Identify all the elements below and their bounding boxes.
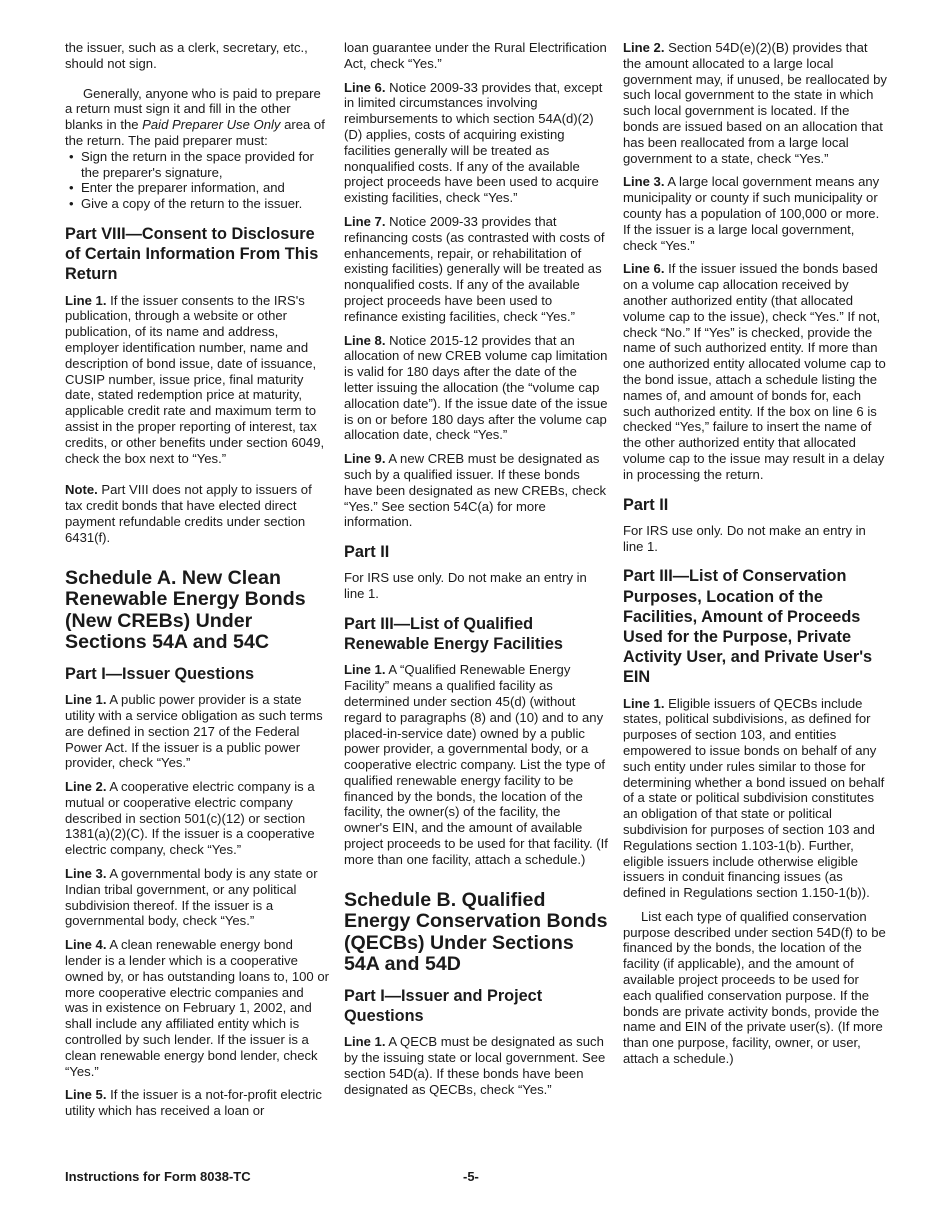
- schedule-a-part-iii-line-1: Line 1. A “Qualified Renewable Energy Facility” means a qualified facility as determined under section 45(d) (without regard to paragraphs (8) and (10) and to any placed-in-service date) owned by a public power provider, a governmental body, or a cooperative electric company. List the type of qualified renewable energy facility to be financed by the bonds, the location of the facility, the owner(s) of the facility, the owner's EIN, and the amount of available project proceeds to be used for that facility. (If more than one facility, attach a schedule.): [344, 662, 608, 867]
- schedule-b-part-iii-line-1: Line 1. Eligible issuers of QECBs include states, political subdivisions, as defined for purposes of section 103, and entities empowered to issue bonds on behalf of any such entity under rules similar to those for determining whether a bond issued on behalf of a state or political subdivision constitutes an obligation of that state or political subdivision for purposes of section 103 and Regulations section 1.103-1(b). Further, eligible issuers include otherwise eligible issuers in conduit financing issues (as defined in Regulations section 1.150-1(b)).: [623, 695, 885, 901]
- schedule-b-line: Line 3. A large local government means any municipality or county if such municipality or county has a population of 100,000 or more. If the issuer is a large local government, check “Yes.”: [623, 174, 880, 253]
- column-2: [344, 40, 608, 1106]
- preparer-paragraph: Generally, anyone who is paid to prepare a return must sign it and fill in the other blanks in the Paid Preparer Use Only area of the return. The paid preparer must:: [65, 85, 325, 148]
- continued-paragraph: the issuer, such as a clerk, secretary, etc., should not sign.: [65, 40, 308, 71]
- schedule-b-heading: Schedule B. Qualified Energy Conservation Bonds (QECBs) Under Sections 54A and 54D: [344, 888, 608, 976]
- footer-form-title: Instructions for Form 8038-TC: [65, 1169, 251, 1184]
- schedule-b-part-iii-heading: Part III—List of Conservation Purposes, Location of the Facilities, Amount of Proceeds Used for the Purpose, Private Activity User, and Private User's EIN: [623, 567, 873, 687]
- schedule-b-line-1: Line 1. A QECB must be designated as such by the issuing state or local government. See section 54D(a). If these bonds have been designated as QECBs, check “Yes.”: [344, 1034, 606, 1097]
- schedule-a-line: Line 5. If the issuer is a not-for-profit electric utility which has received a loan or: [65, 1087, 322, 1119]
- schedule-b-part-ii-text: For IRS use only. Do not make an entry in line 1.: [623, 522, 866, 554]
- schedule-a-line: Line 4. A clean renewable energy bond lender is a lender which is a cooperative owned by, or has outstanding loans to, 100 or more cooperative electric companies and was in existence on February 1, 2002, and shall include any affiliated entity which is controlled by such lender. If the issuer is a clean renewable energy bond lender, check “Yes.”: [65, 937, 329, 1079]
- list-item: • Sign the return in the space provided for the preparer's signature,: [69, 148, 314, 180]
- part-viii-note: Note. Part VIII does not apply to issuers of tax credit bonds that have elected direct payment refundable credits under section 6431(f).: [65, 482, 312, 545]
- schedule-a-heading: Schedule A. New Clean Renewable Energy Bonds (New CREBs) Under Sections 54A and 54C: [65, 566, 306, 654]
- schedule-a-part-ii-heading: Part II: [344, 543, 390, 562]
- preparer-list: [65, 149, 330, 212]
- schedule-a-part-ii-text: For IRS use only. Do not make an entry in line 1.: [344, 570, 587, 602]
- column-3: [623, 40, 888, 1075]
- schedule-b-line: Line 2. Section 54D(e)(2)(B) provides that the amount allocated to a large local government may, if unused, be reallocated by such local government to the state in which such local government is located. If the bonds are issued based on an allocation that has been reallocated from a large local government to a state, check “Yes.”: [623, 40, 887, 166]
- schedule-a-line: Line 6. Notice 2009-33 provides that, except in limited circumstances involving reimbursements to which section 54A(d)(2)(D) applies, costs of acquiring existing facilities generally will be treated as nonqualified costs. If any of the available project proceeds have been used to acquire existing facilities, check “Yes.”: [344, 79, 603, 206]
- schedule-a-line: Line 1. A public power provider is a state utility with a service obligation as such terms are defined in section 217 of the Federal Power Act. If the issuer is a public power provider, check “Yes.”: [65, 692, 323, 771]
- page-number: -5-: [463, 1169, 479, 1184]
- schedule-a-line: Line 9. A new CREB must be designated as such by a qualified issuer. If these bonds have been designated as new CREBs, check “Yes.” See section 54C(a) for more information.: [344, 451, 607, 530]
- schedule-a-part-iii-heading: Part III—List of Qualified Renewable Energy Facilities: [344, 614, 563, 654]
- part-viii-heading: Part VIII—Consent to Disclosure of Certain Information From This Return: [65, 224, 319, 284]
- schedule-a-line: Line 8. Notice 2015-12 provides that an allocation of new CREB volume cap limitation is valid for 180 days after the date of the letter issuing the allocation (the “volume cap allocation date”). If the issue date of the issue is on or before 180 days after the volume cap allocation date, check “Yes.”: [344, 332, 608, 443]
- schedule-a-line: Line 7. Notice 2009-33 provides that refinancing costs (as contrasted with costs of enhancements, repair, or rehabilitation of existing facilities) generally will be treated as nonqualified costs. If any of the available project proceeds have been used to refinance existing facilities, check “Yes.”: [344, 213, 605, 324]
- column-1: [65, 40, 330, 1127]
- continued-paragraph: loan guarantee under the Rural Electrification Act, check “Yes.”: [344, 40, 607, 71]
- part-viii-line-1: Line 1. If the issuer consents to the IRS's publication, through a website or other publication, of its name and address, employer identification number, name and description of bond issue, date of issuance, CUSIP number, issue price, final maturity date, stated redemption price at maturity, applicable credit rate and maximum term to assist in the proper reporting of interest, tax credits, or other benefits under section 6049, check the box next to “Yes.”: [65, 292, 325, 466]
- list-item: • Give a copy of the return to the issuer.: [69, 196, 303, 212]
- schedule-b-part-i-heading: Part I—Issuer and Project Questions: [344, 987, 543, 1026]
- schedule-b-part-ii-heading: Part II: [623, 495, 669, 514]
- schedule-b-part-iii-list-paragraph: List each type of qualified conservation purpose described under section 54D(f) to be financed by the bonds, the location of the facility (if applicable), and the amount of available project proceeds to be used for each qualified conservation purpose. If the bonds are private activity bonds, provide the name and EIN of the private user(s). (If more than one purpose, facility, owner, or user, attach a schedule.): [623, 908, 886, 1067]
- list-item: • Enter the preparer information, and: [69, 180, 285, 196]
- schedule-a-line: Line 2. A cooperative electric company is a mutual or cooperative electric company described in section 501(c)(12) or section 1381(a)(2)(C). If the issuer is a cooperative electric company, check “Yes.”: [65, 779, 315, 858]
- schedule-a-part-i-heading: Part I—Issuer Questions: [65, 664, 255, 683]
- schedule-b-line: Line 6. If the issuer issued the bonds based on a volume cap allocation received by another authorized entity (that allocated volume cap to the issue), check “Yes.” If not, check “No.” If “Yes” is checked, provide the name of such authorized entity. If more than one authorized entity allocated volume cap to the bond issue, attach a schedule listing the names of, and amount of bonds for, each such authorized entity. If the box on line 6 is checked “Yes,” failure to insert the name of the other authorized entity that allocated volume cap to the issue may result in a delay in processing the return.: [623, 261, 886, 482]
- schedule-a-line: Line 3. A governmental body is any state or Indian tribal government, or any political subdivision thereof. If the issuer is a governmental body, check “Yes.”: [65, 866, 318, 929]
